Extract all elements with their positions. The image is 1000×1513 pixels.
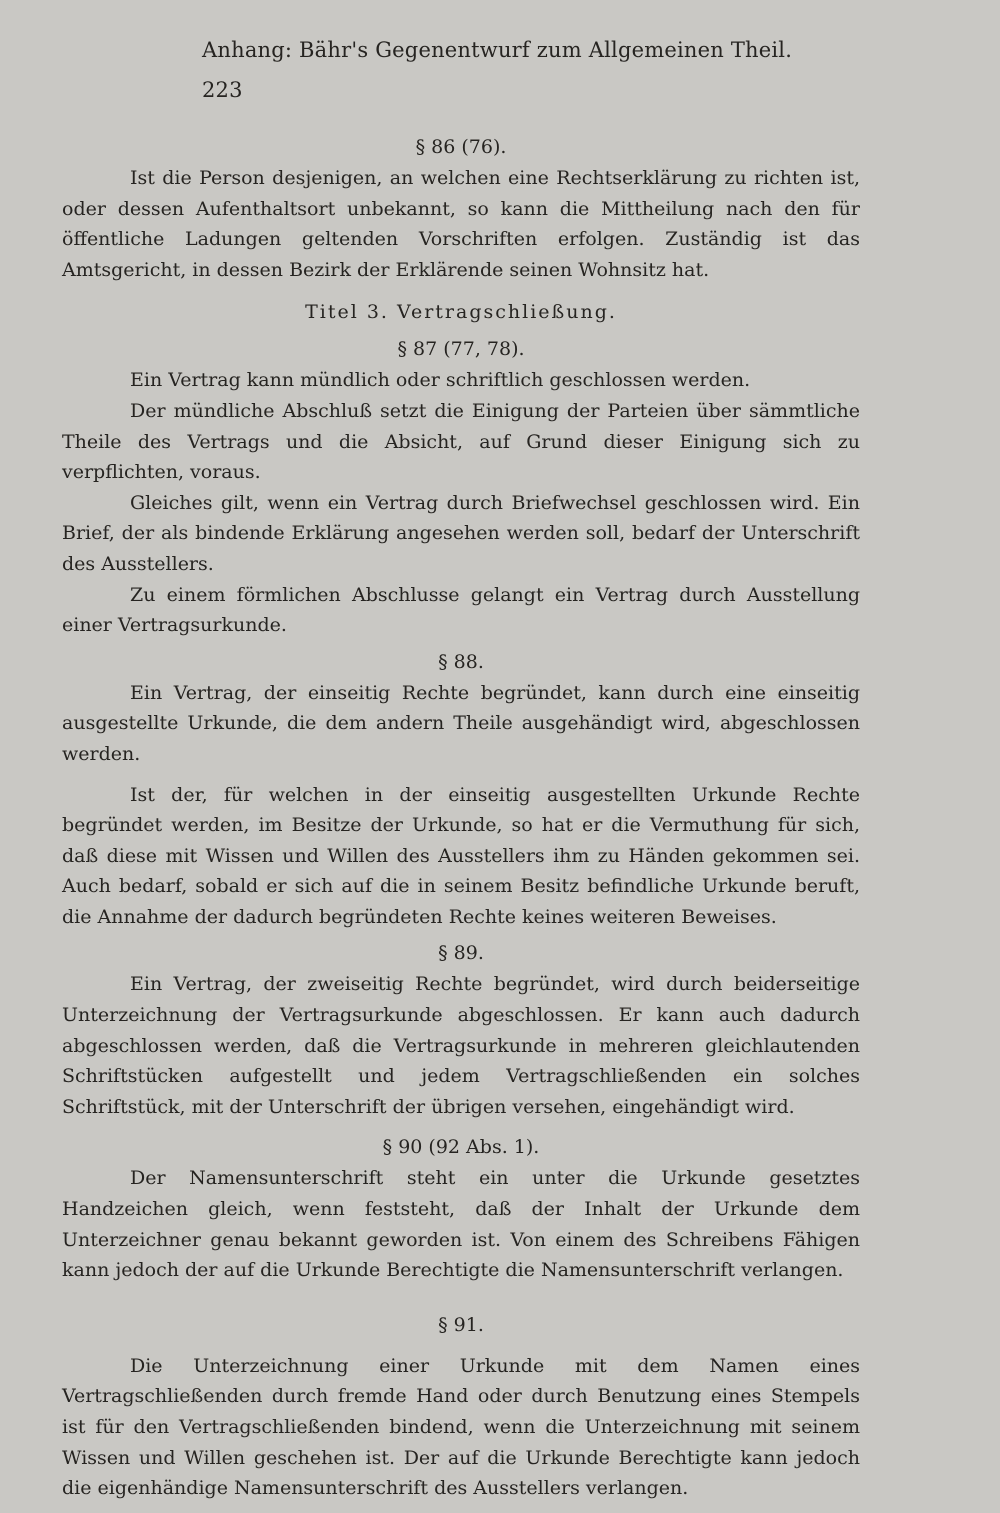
paragraph: Die Unterzeichnung einer Urkunde mit dem Namen eines Vertragschließenden durch fremde Hand oder durch Benutzung eines Stempels ist für den Vertragschließenden bindend, wenn die Unterzeichnung mit seinem Wissen und Willen geschehen ist. Der auf die Urkunde Berechtigte kann jedoch die eigenhändige Namensunterschrift des Ausstellers verlangen. [62,1354,860,1500]
paragraph: Ist der, für welchen in der einseitig ausgestellten Urkunde Rechte begründet werden, im Besitze der Urkunde, so hat er die Vermuthung für sich, daß diese mit Wissen und Willen des Ausstellers ihm zu Händen gekommen sei. Auch bedarf, sobald er sich auf die in seinem Besitz befindliche Urkunde beruft, die Annahme der dadurch begründeten Rechte keines weiteren Beweises. [62,783,860,928]
paragraph: Der Namensunterschrift steht ein unter die Urkunde gesetztes Handzeichen gleich, wenn feststeht, daß der Inhalt der Urkunde dem Unterzeichner genau bekannt geworden ist. Von einem des Schreibens Fähigen kann jedoch der auf die Urkunde Berechtigte die Namensunterschrift verlangen. [62,1167,860,1282]
page-body [62,132,860,1504]
section-heading: § 87 (77, 78). [397,338,525,361]
paragraph: Ein Vertrag kann mündlich oder schriftlich geschlossen werden. [130,369,751,392]
paragraph: Ein Vertrag, der einseitig Rechte begründet, kann durch eine einseitig ausgestellte Urkunde, die dem andern Theile ausgehändigt wird, abgeschlossen werden. [62,681,860,765]
section-heading: § 90 (92 Abs. 1). [382,1136,540,1159]
paragraph: Ein Vertrag, der zweiseitig Rechte begründet, wird durch beiderseitige Unterzeichnung der Vertragsurkunde abgeschlossen. Er kann auch dadurch abgeschlossen werden, daß die Vertragsurkunde in mehreren gleichlautenden Schriftstücken aufgestellt und jedem Vertragschließenden ein solches Schriftstück, mit der Unterschrift der übrigen versehen, eingehändigt wird. [62,973,860,1118]
paragraph: Zu einem förmlichen Abschlusse gelangt ein Vertrag durch Ausstellung einer Vertragsurkunde. [62,583,860,637]
paragraph: Der mündliche Abschluß setzt die Einigung der Parteien über sämmtliche Theile des Vertrags und die Absicht, auf Grund dieser Einigung sich zu verpflichten, voraus. [62,399,860,484]
paragraph: Ist die Person desjenigen, an welchen eine Rechtserklärung zu richten ist, oder dessen Aufenthaltsort unbekannt, so kann die Mittheilung nach den für öffentliche Ladungen geltenden Vorschriften erfolgen. Zuständig ist das Amtsgericht, in dessen Bezirk der Erklärende seinen Wohnsitz hat. [62,167,860,281]
section-heading: § 89. [438,942,484,965]
running-title: Anhang: Bähr's Gegenentwurf zum Allgemeinen Theil. [202,38,793,62]
running-head [202,38,860,78]
section-heading: § 91. [438,1313,484,1336]
paragraph: Gleiches gilt, wenn ein Vertrag durch Briefwechsel geschlossen wird. Ein Brief, der als bindende Erklärung angesehen werden soll, bedarf der Unterschrift des Ausstellers. [62,491,860,575]
title-heading: Titel 3. Vertragschließung. [305,301,617,324]
section-heading: § 86 (76). [415,136,507,158]
page-number: 223 [202,78,243,102]
section-heading: § 88. [438,650,484,673]
